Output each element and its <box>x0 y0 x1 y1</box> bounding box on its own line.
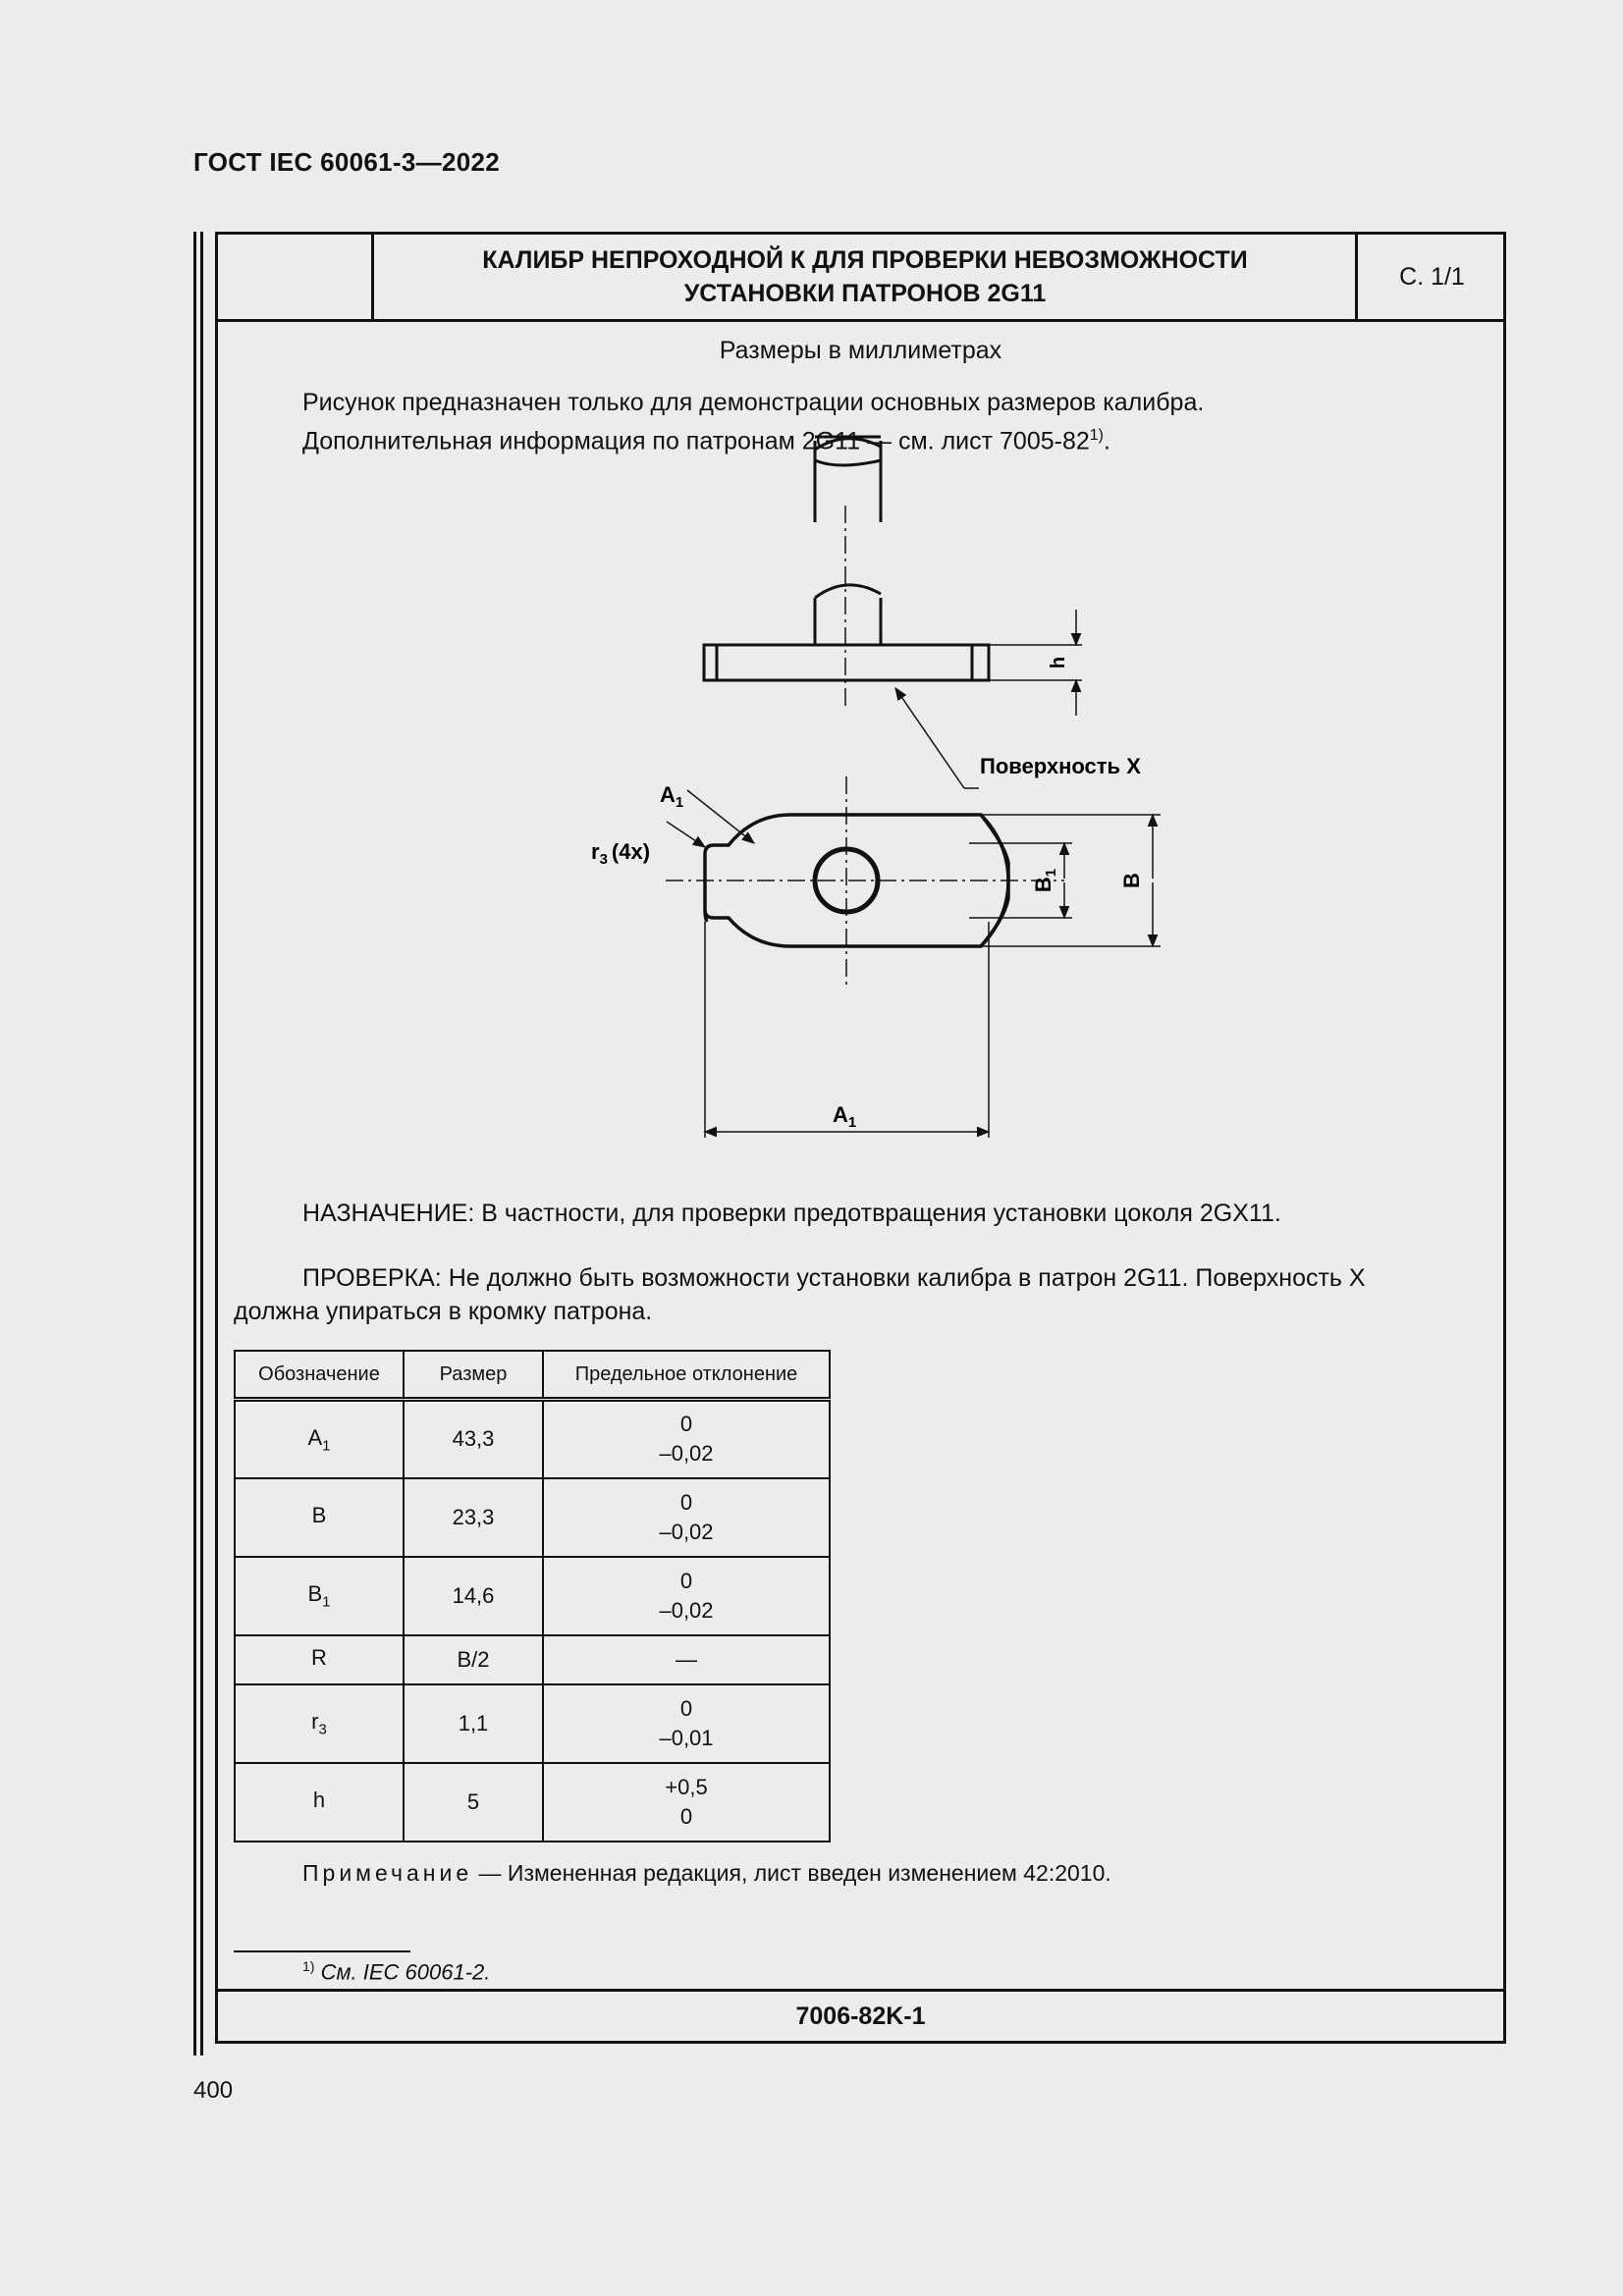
check-text <box>234 1261 1500 1328</box>
table-row <box>235 1684 830 1763</box>
sheet-title-line2: УСТАНОВКИ ПАТРОНОВ 2G11 <box>683 280 1047 307</box>
table-row <box>235 1400 830 1478</box>
h-dimension-label: h <box>1048 656 1069 669</box>
sheet-frame <box>215 232 1506 2044</box>
surface-x-label: Поверхность X <box>980 754 1141 778</box>
units-caption: Размеры в миллиметрах <box>719 337 1002 364</box>
side-view <box>704 437 1082 788</box>
table-header-row <box>235 1351 830 1400</box>
document-standard-header: ГОСТ IEC 60061-3—2022 <box>193 147 500 177</box>
sheet-code: 7006-82K-1 <box>218 1989 1503 2041</box>
dimensions-table <box>234 1350 831 1842</box>
margin-rule <box>200 232 203 2056</box>
b-dimension-label: B <box>1119 873 1144 888</box>
cell-symbol: R <box>235 1635 404 1684</box>
r3-leader-label: $r_3$ (4x) <box>591 839 651 868</box>
cell-size: B/2 <box>404 1635 543 1684</box>
purpose-text: НАЗНАЧЕНИЕ: В частности, для проверки предотвращения установки цоколя 2GX11. <box>302 1200 1281 1227</box>
a1-leader-label: $A_1$ <box>660 782 684 811</box>
cell-tolerance: +0,5 0 <box>543 1763 830 1842</box>
footnote <box>302 1958 490 1985</box>
cell-symbol: B <box>235 1478 404 1557</box>
intro-line2-end: . <box>1104 427 1110 455</box>
cell-tolerance: 0 –0,02 <box>543 1400 830 1478</box>
cell-size: 5 <box>404 1763 543 1842</box>
cell-symbol: $r_3$ <box>235 1684 404 1763</box>
cell-size: 14,6 <box>404 1557 543 1635</box>
sheet-page-ref: С. 1/1 <box>1355 235 1506 319</box>
margin-rule <box>193 232 196 2056</box>
intro-line1: Рисунок предназначен только для демонстрации основных размеров калибра. <box>302 389 1205 416</box>
cell-size: 43,3 <box>404 1400 543 1478</box>
check-line2: должна упираться в кромку патрона. <box>234 1298 653 1325</box>
note-body: — Измененная редакция, лист введен изменением 42:2010. <box>472 1860 1111 1886</box>
cell-symbol: $A_1$ <box>235 1400 404 1478</box>
cell-symbol: h <box>235 1763 404 1842</box>
footnote-ref: 1) <box>1089 427 1105 444</box>
cell-tolerance: 0 –0,01 <box>543 1684 830 1763</box>
table-row <box>235 1763 830 1842</box>
footnote-mark: 1) <box>302 1958 315 1974</box>
cell-size: 23,3 <box>404 1478 543 1557</box>
check-line1: ПРОВЕРКА: Не должно быть возможности установки калибра в патрон 2G11. Поверхность X <box>302 1264 1366 1292</box>
a1-dimension-label: $A_1$ <box>833 1102 857 1131</box>
cell-tolerance: 0 –0,02 <box>543 1557 830 1635</box>
page-number: 400 <box>193 2077 234 2104</box>
table-row <box>235 1557 830 1635</box>
note-label: Примечание <box>302 1860 473 1886</box>
footnote-rule <box>234 1950 410 1952</box>
cell-tolerance: — <box>543 1635 830 1684</box>
b1-dimension-label: $B_1$ <box>1031 868 1059 893</box>
plan-view <box>666 776 1161 1138</box>
note-text <box>302 1860 1111 1887</box>
cell-tolerance: 0 –0,02 <box>543 1478 830 1557</box>
cell-size: 1,1 <box>404 1684 543 1763</box>
table-row <box>235 1478 830 1557</box>
header-designation: Обозначение <box>235 1351 404 1400</box>
gauge-drawing <box>218 235 1503 1177</box>
sheet-title-line1: КАЛИБР НЕПРОХОДНОЙ К ДЛЯ ПРОВЕРКИ НЕВОЗМОЖНОСТИ <box>482 246 1248 274</box>
header-size: Размер <box>404 1351 543 1400</box>
footnote-text: См. IEC 60061-2. <box>320 1959 491 1985</box>
header-tolerance: Предельное отклонение <box>543 1351 830 1400</box>
cell-symbol: $B_1$ <box>235 1557 404 1635</box>
table-row <box>235 1635 830 1684</box>
intro-line2-text: Дополнительная информация по патронам 2G11 — см. лист 7005-82 <box>302 427 1090 455</box>
